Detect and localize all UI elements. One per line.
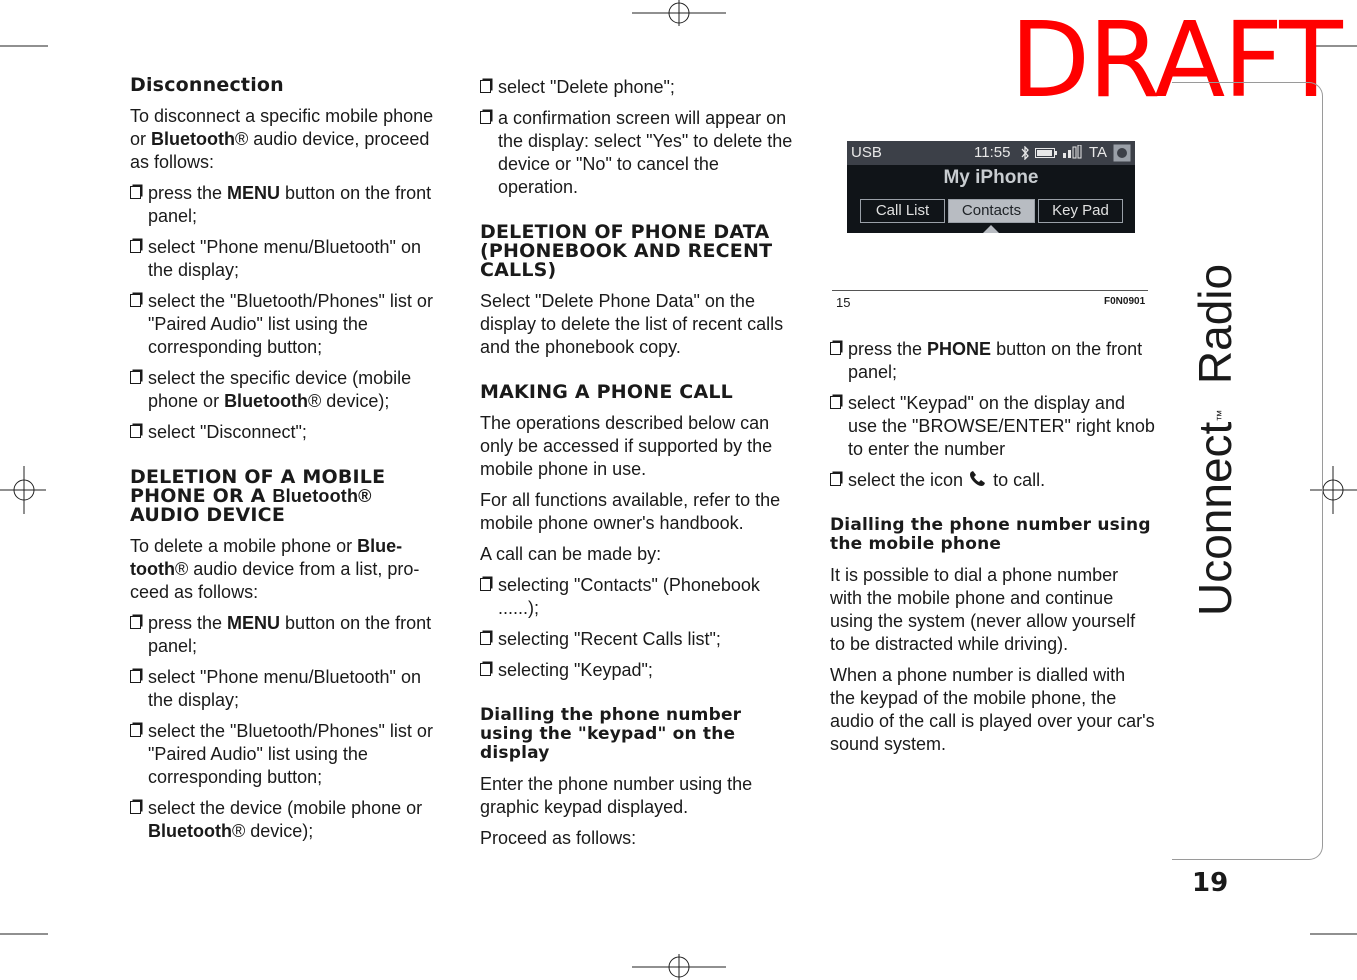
checkbox-bullet-icon (480, 663, 491, 676)
checkbox-bullet-icon (130, 616, 141, 629)
selector-arrow-icon (983, 224, 999, 233)
list-item: select "Phone menu/Bluetooth" on the display; (130, 236, 445, 282)
key-pad-button[interactable]: Key Pad (1038, 199, 1123, 223)
list-item: select the "Bluetooth/Phones" list or "Paired Audio" list using the corresponding button; (130, 720, 445, 789)
list-item: selecting "Contacts" (Phonebook ......); (480, 574, 800, 620)
paragraph: To delete a mobile phone or Blue- tooth® audio device from a list, pro-ceed as follows: (130, 536, 420, 602)
call-list-button[interactable]: Call List (860, 199, 945, 223)
paragraph: When a phone number is dialled with the keypad of the mobile phone, the audio of the call is played over your car's sound system. (830, 665, 1155, 754)
figure-rule (832, 290, 1148, 291)
list-item: select "Disconnect"; (130, 421, 445, 444)
paragraph: Proceed as follows: (480, 828, 637, 848)
heading-dialling-mobile: Dialling the phone number using the mobile phone (830, 515, 1151, 554)
display-time: 11:55 (974, 144, 1011, 161)
side-tab-title: Uconnect (1189, 421, 1241, 616)
list-item: select "Delete phone"; (480, 76, 800, 99)
list-item: selecting "Keypad"; (480, 659, 800, 682)
checkbox-bullet-icon (130, 670, 141, 683)
list-item: press the MENU button on the front panel; (130, 182, 445, 228)
list-item: select "Keypad" on the display and use the "BROWSE/ENTER" right knob to enter the number (830, 392, 1155, 461)
list-item: select the "Bluetooth/Phones" list or "Paired Audio" list using the corresponding button; (130, 290, 445, 359)
heading-dialling-keypad: Dialling the phone number using the "keypad" on the display (480, 705, 742, 763)
column-2 (480, 76, 800, 858)
checkbox-bullet-icon (130, 425, 141, 438)
checkbox-bullet-icon (130, 186, 141, 199)
list-item: select the specific device (mobile phone or Bluetooth® device); (130, 367, 445, 413)
page-number: 19 (1192, 868, 1229, 898)
checkbox-bullet-icon (480, 111, 491, 124)
display-device-name: My iPhone (943, 167, 1039, 188)
checkbox-bullet-icon (830, 342, 841, 355)
list-item: selecting "Recent Calls list"; (480, 628, 800, 651)
checkbox-bullet-icon (480, 80, 491, 93)
checkbox-bullet-icon (480, 632, 491, 645)
checkbox-bullet-icon (130, 801, 141, 814)
settings-icon (1113, 144, 1131, 162)
list-item: select the device (mobile phone or Bluetooth® device); (130, 797, 445, 843)
list-item: a confirmation screen will appear on the display: select "Yes" to delete the device or "No" to cancel the operation. (480, 107, 800, 199)
paragraph: A call can be made by: (480, 544, 662, 564)
list-item: press the PHONE button on the front panel; (830, 338, 1155, 384)
paragraph: It is possible to dial a phone number with the mobile phone and continue using the system (never allow yourself to be distracted while driving). (830, 565, 1136, 654)
battery-icon (1035, 148, 1057, 158)
checkbox-bullet-icon (130, 724, 141, 737)
contacts-button[interactable]: Contacts (948, 199, 1035, 223)
checkbox-bullet-icon (830, 396, 841, 409)
figure-number: 15 (836, 295, 851, 310)
paragraph: For all functions available, refer to the mobile phone owner's handbook. (480, 490, 781, 533)
list-item: select the icon to call. (830, 469, 1155, 492)
signal-icon (1061, 145, 1083, 159)
bluetooth-icon (1020, 146, 1030, 160)
paragraph: Select "Delete Phone Data" on the display to delete the list of recent calls and the phonebook copy. (480, 291, 784, 357)
radio-display-figure (847, 141, 1135, 233)
checkbox-bullet-icon (130, 294, 141, 307)
checkbox-bullet-icon (830, 473, 841, 486)
checkbox-bullet-icon (480, 578, 491, 591)
checkbox-bullet-icon (130, 240, 141, 253)
figure-code: F0N0901 (1104, 296, 1146, 307)
trademark: ™ (1214, 409, 1228, 422)
heading-deletion-data: DELETION OF PHONE DATA (PHONEBOOK AND RECENT CALLS) (480, 221, 773, 281)
list-item: press the MENU button on the front panel; (130, 612, 445, 658)
list-item: select "Phone menu/Bluetooth" on the display; (130, 666, 445, 712)
column-1 (130, 76, 445, 851)
paragraph: To disconnect a specific mobile phone or Bluetooth® audio device, proceed as follows: (130, 106, 434, 172)
phone-call-icon (968, 470, 988, 488)
side-tab-suffix: Radio (1189, 263, 1241, 385)
checkbox-bullet-icon (130, 371, 141, 384)
display-ta: TA (1089, 144, 1108, 161)
draft-watermark: DRAFT (1010, 0, 1341, 121)
heading-deletion-device: DELETION OF A MOBILE PHONE OR A Bluetooth® AUDIO DEVICE (130, 466, 386, 526)
column-3 (830, 338, 1155, 764)
paragraph: Enter the phone number using the graphic keypad displayed. (480, 774, 753, 817)
heading-disconnection: Disconnection (130, 74, 284, 96)
paragraph: The operations described below can only be accessed if supported by the mobile phone in use. (480, 413, 773, 479)
heading-making-call: MAKING A PHONE CALL (480, 381, 733, 403)
display-source: USB (851, 144, 882, 161)
side-tab-label (1190, 264, 1240, 616)
